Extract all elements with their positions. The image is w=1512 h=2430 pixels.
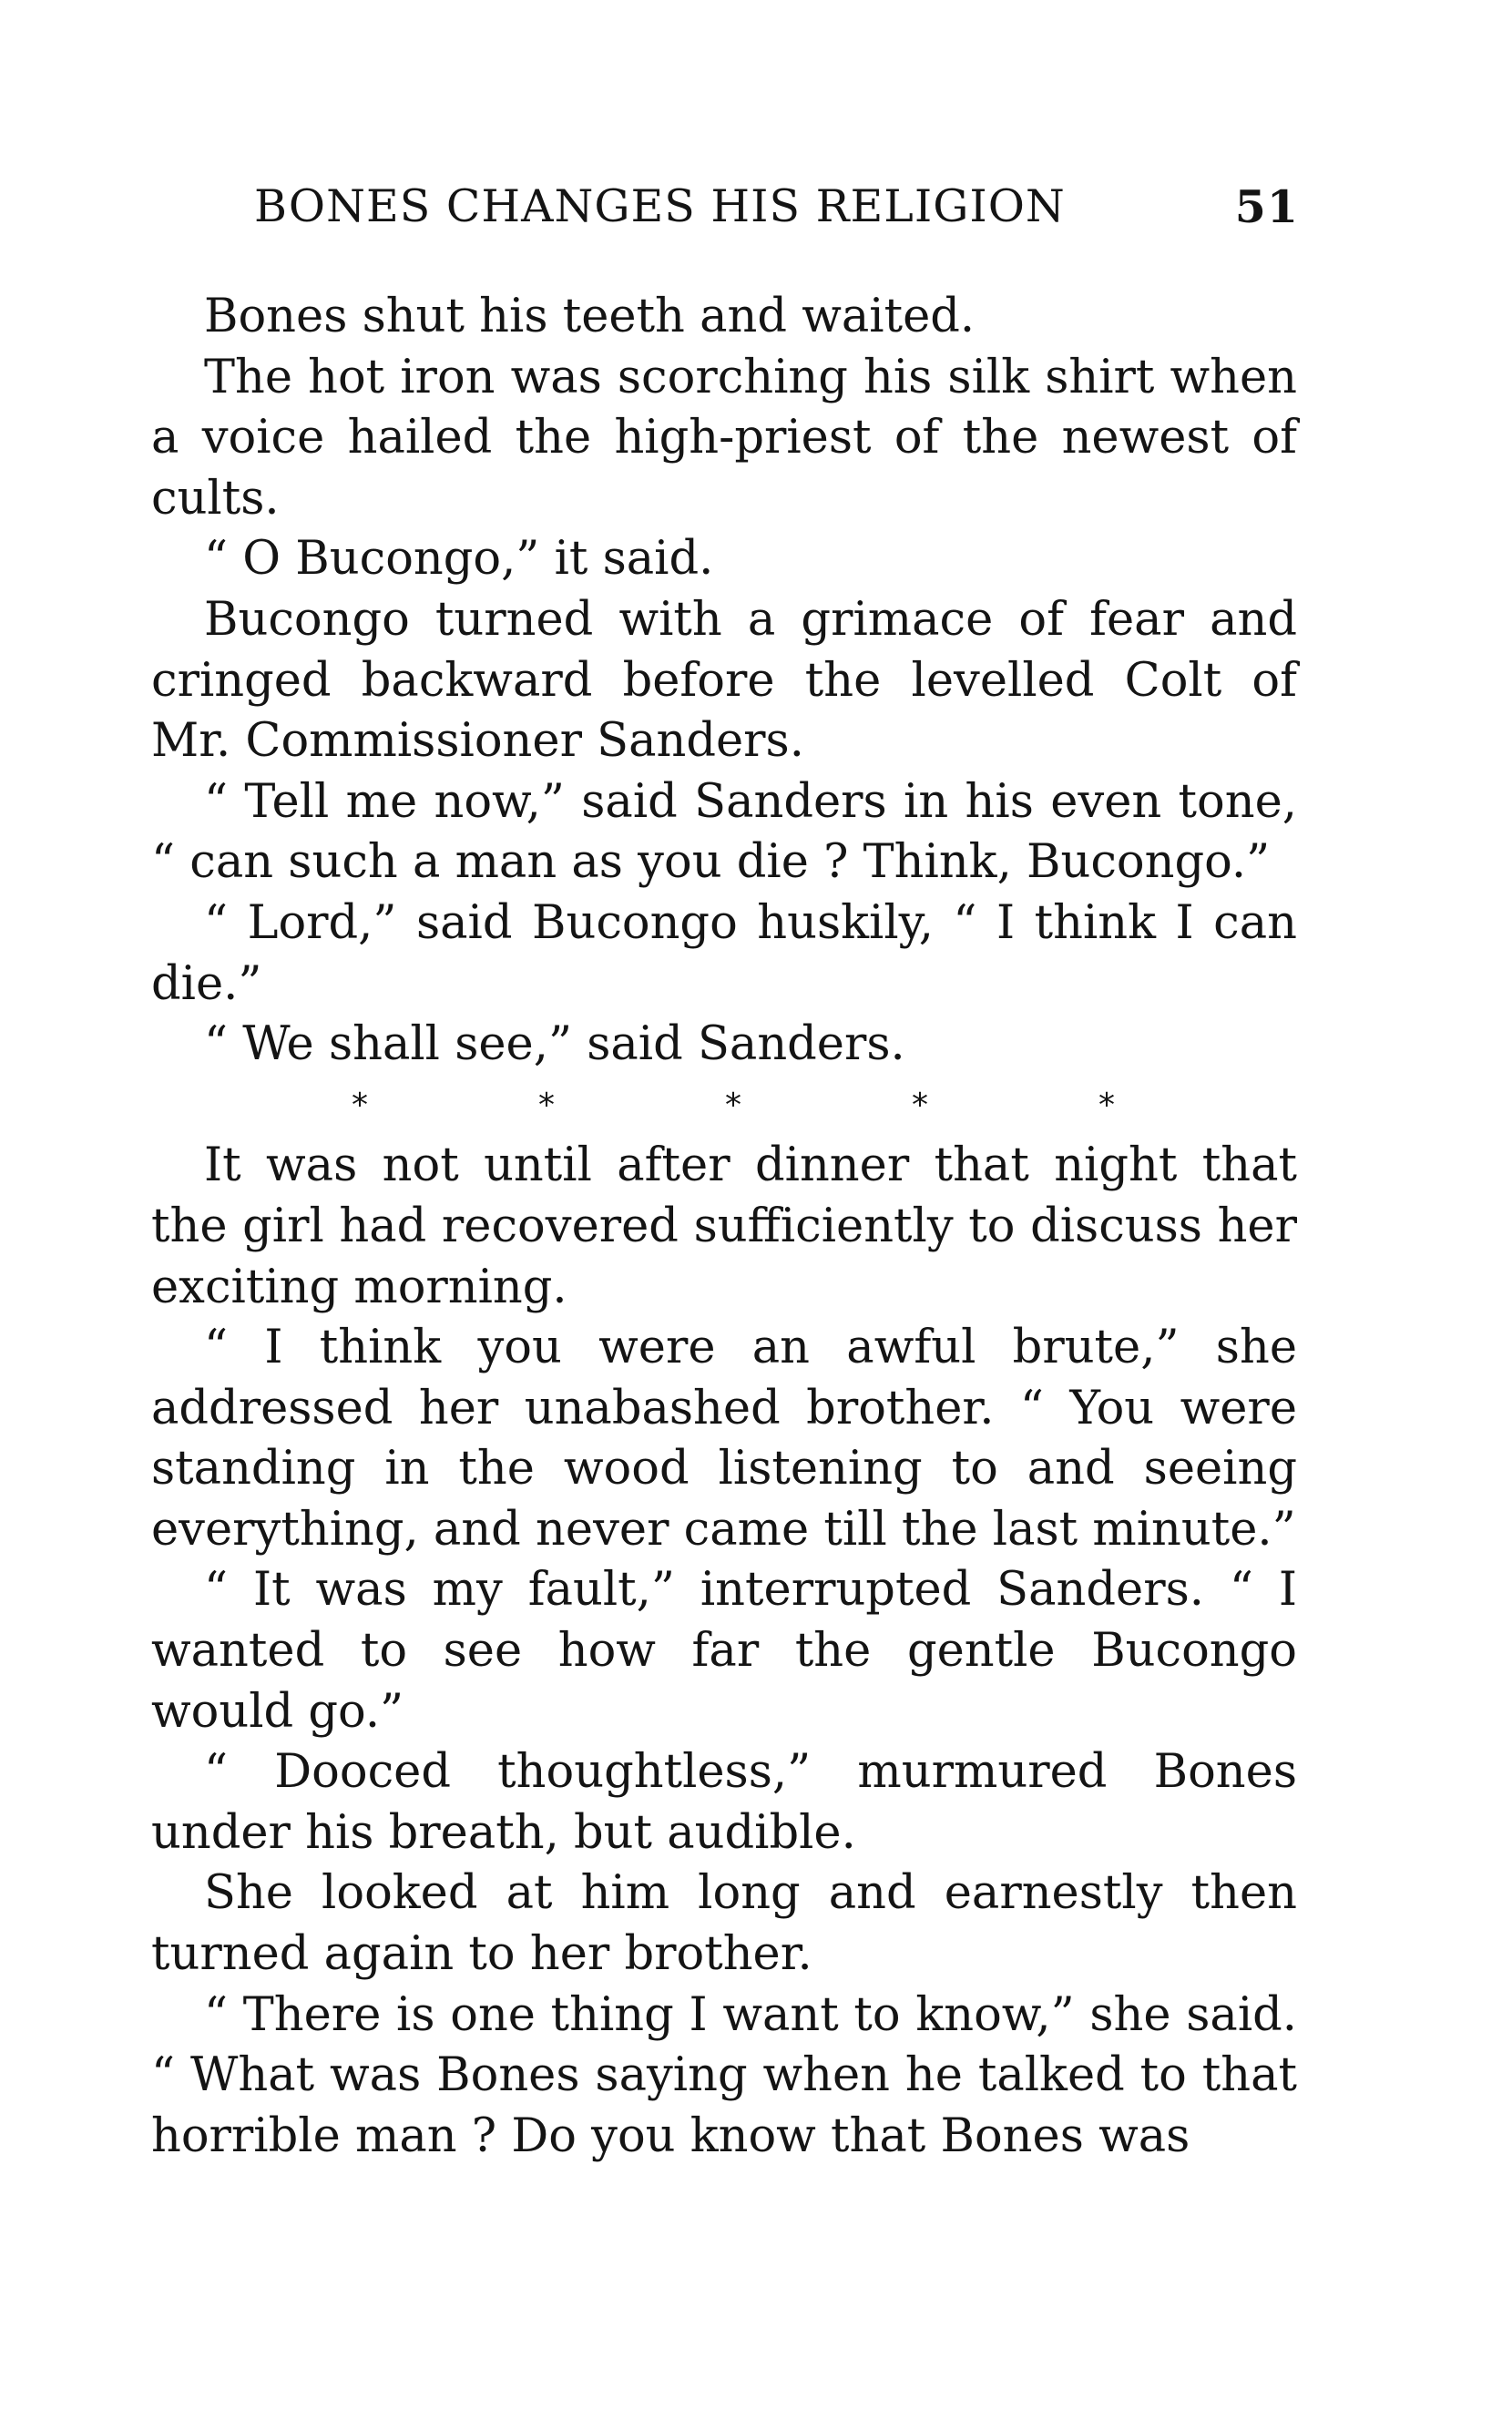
section-break-asterisk: * xyxy=(725,1086,741,1124)
chapter-title: BONES CHANGES HIS RELIGION xyxy=(254,180,1066,232)
paragraph: “ I think you were an awful brute,” she addressed her unabashed brother. “ You were standing in the wood listening to and seeing everything, and never came till the last minute.” xyxy=(151,1321,1297,1557)
section-break-asterisk: * xyxy=(352,1086,368,1124)
body-text xyxy=(151,287,1297,2167)
paragraph: “ We shall see,” said Sanders. xyxy=(204,1017,905,1072)
section-break-asterisk: * xyxy=(912,1086,928,1124)
page-number: 51 xyxy=(1234,180,1299,233)
paragraph: It was not until after dinner that night that the girl had recovered sufficiently to discuss her exciting morning. xyxy=(151,1138,1297,1314)
paragraph: She looked at him long and earnestly then turned again to her brother. xyxy=(151,1866,1297,1982)
section-break xyxy=(151,1076,1297,1137)
paragraph: “ It was my fault,” interrupted Sanders. “ I wanted to see how far the gentle Bucongo would go.” xyxy=(151,1563,1297,1739)
paragraph: The hot iron was scorching his silk shirt when a voice hailed the high-priest of the newest of cults. xyxy=(151,350,1297,526)
paragraph: “ There is one thing I want to know,” she said. “ What was Bones saying when he talked to that horrible man ? Do you know that Bones was xyxy=(151,1987,1297,2163)
paragraph: Bucongo turned with a grimace of fear and cringed backward before the levelled Colt of Mr. Commissioner Sanders. xyxy=(151,592,1297,769)
paragraph: “ Tell me now,” said Sanders in his even tone, “ can such a man as you die ? Think, Bucongo.” xyxy=(151,774,1297,890)
paragraph: “ O Bucongo,” it said. xyxy=(204,532,714,587)
section-break-asterisk: * xyxy=(1098,1086,1115,1124)
paragraph: “ Lord,” said Bucongo huskily, “ I think I can die.” xyxy=(151,895,1297,1011)
section-break-asterisk: * xyxy=(538,1086,555,1124)
paragraph: “ Dooced thoughtless,” murmured Bones under his breath, but audible. xyxy=(151,1745,1297,1860)
running-header xyxy=(151,180,1299,244)
paragraph: Bones shut his teeth and waited. xyxy=(204,290,976,343)
